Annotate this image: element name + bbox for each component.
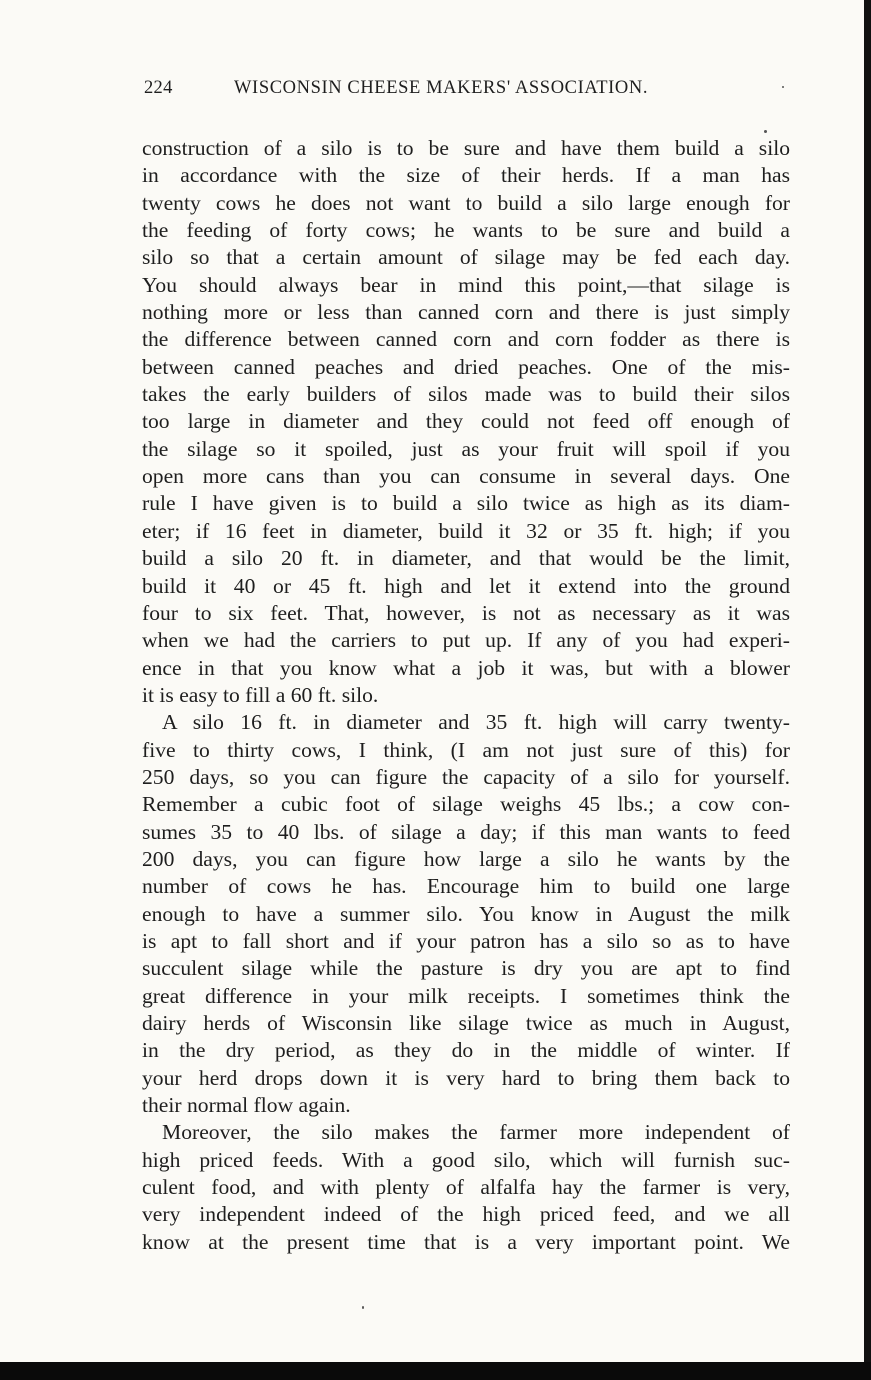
text-line: the difference between canned corn and corn fodder as there is: [142, 327, 790, 352]
text-line: the silage so it spoiled, just as your fruit will spoil if you: [142, 436, 790, 461]
text-line: A silo 16 ft. in diameter and 35 ft. high will carry twenty-: [162, 710, 790, 735]
text-line: your herd drops down it is very hard to bring them back to: [142, 1065, 790, 1090]
text-line: in the dry period, as they do in the middle of winter. If: [142, 1038, 790, 1063]
ink-speck: [764, 130, 767, 133]
text-line: succulent silage while the pasture is dry you are apt to find: [142, 956, 790, 981]
text-line: the feeding of forty cows; he wants to be sure and build a: [142, 218, 790, 243]
text-line: sumes 35 to 40 lbs. of silage a day; if this man wants to feed: [142, 819, 790, 844]
text-line: their normal flow again.: [142, 1093, 351, 1118]
text-line: You should always bear in mind this point,—that silage is: [142, 272, 790, 297]
text-line: silo so that a certain amount of silage may be fed each day.: [142, 245, 790, 270]
text-line: open more cans than you can consume in several days. One: [142, 464, 790, 489]
text-line: between canned peaches and dried peaches. One of the mis-: [142, 354, 790, 379]
text-line: know at the present time that is a very important point. We: [142, 1229, 790, 1254]
text-line: high priced feeds. With a good silo, which will furnish suc-: [142, 1147, 790, 1172]
text-line: number of cows he has. Encourage him to build one large: [142, 874, 790, 899]
paragraph: [142, 709, 790, 1119]
ink-speck: [782, 86, 784, 88]
text-line: takes the early builders of silos made was to build their silos: [142, 382, 790, 407]
page-edge-shadow: [864, 0, 871, 1380]
text-line: Remember a cubic foot of silage weighs 45 lbs.; a cow con-: [142, 792, 790, 817]
text-line: 200 days, you can figure how large a silo he wants by the: [142, 846, 790, 871]
text-line: rule I have given is to build a silo twice as high as its diam-: [142, 491, 790, 516]
text-line: build a silo 20 ft. in diameter, and that would be the limit,: [142, 546, 790, 571]
text-line: is apt to fall short and if your patron has a silo so as to have: [142, 928, 790, 953]
text-line: five to thirty cows, I think, (I am not just sure of this) for: [142, 737, 790, 762]
text-line: nothing more or less than canned corn and there is just simply: [142, 300, 790, 325]
text-line: dairy herds of Wisconsin like silage twice as much in August,: [142, 1011, 790, 1035]
text-line: four to six feet. That, however, is not as necessary as it was: [142, 600, 790, 625]
text-line: it is easy to fill a 60 ft. silo.: [142, 682, 379, 707]
text-line: Moreover, the silo makes the farmer more independent of: [162, 1120, 790, 1145]
ink-speck: [362, 1306, 364, 1309]
text-line: culent food, and with plenty of alfalfa hay the farmer is very,: [142, 1175, 790, 1200]
body-text: [142, 135, 790, 1256]
scan-border: [0, 1362, 871, 1380]
text-line: twenty cows he does not want to build a silo large enough for: [142, 190, 790, 215]
text-line: in accordance with the size of their herds. If a man has: [142, 163, 790, 188]
text-line: great difference in your milk receipts. I sometimes think the: [142, 983, 790, 1008]
text-line: enough to have a summer silo. You know in August the milk: [142, 901, 790, 926]
page-header: [144, 78, 784, 108]
text-line: build it 40 or 45 ft. high and let it extend into the ground: [142, 573, 790, 598]
text-line: construction of a silo is to be sure and have them build a silo: [142, 136, 790, 160]
text-line: eter; if 16 feet in diameter, build it 32 or 35 ft. high; if you: [142, 518, 790, 543]
text-line: when we had the carriers to put up. If any of you had experi-: [142, 628, 790, 653]
running-head: WISCONSIN CHEESE MAKERS' ASSOCIATION.: [234, 78, 649, 98]
paragraph: [142, 135, 790, 709]
text-line: ence in that you know what a job it was, but with a blower: [142, 655, 790, 680]
text-line: 250 days, so you can figure the capacity of a silo for yourself.: [142, 764, 790, 789]
paragraph: [142, 1119, 790, 1256]
text-line: too large in diameter and they could not feed off enough of: [142, 409, 790, 434]
text-line: very independent indeed of the high priced feed, and we all: [142, 1202, 790, 1227]
page-number: 224: [144, 78, 173, 98]
